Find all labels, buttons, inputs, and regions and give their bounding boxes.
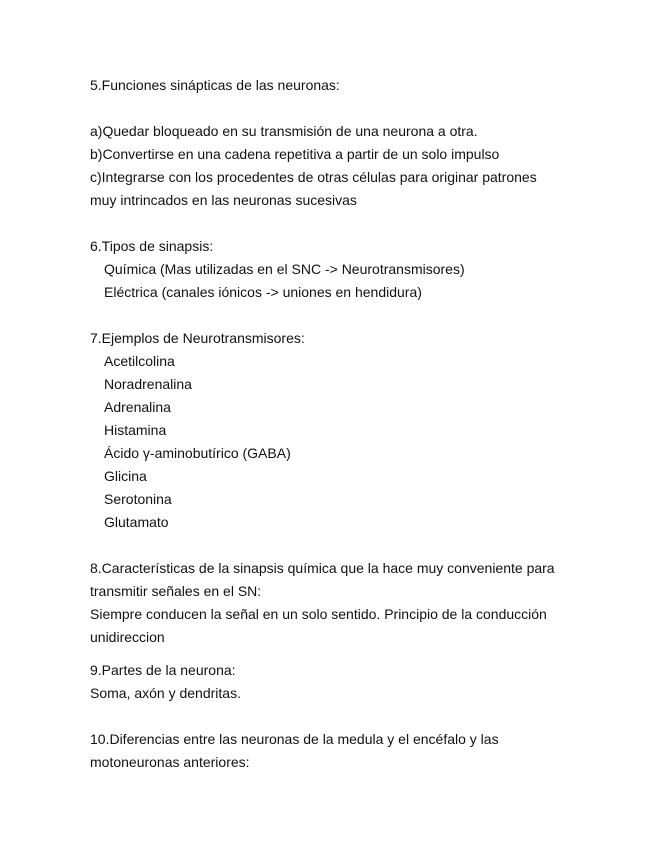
section-8 xyxy=(90,557,560,649)
neurotransmitter-item: Adrenalina xyxy=(104,399,171,415)
section-10-heading: 10.Diferencias entre las neuronas de la medula y el encéfalo y las motoneuronas anteriores: xyxy=(90,731,499,770)
neurotransmitter-item: Glicina xyxy=(104,468,147,484)
section-5-item-c: c)Integrarse con los procedentes de otras células para originar patrones muy intrincados en las neuronas sucesivas xyxy=(90,169,537,208)
section-6-item-electrica: Eléctrica (canales iónicos -> uniones en hendidura) xyxy=(104,284,422,300)
section-5-heading: 5.Funciones sinápticas de las neuronas: xyxy=(90,77,340,93)
section-7-heading: 7.Ejemplos de Neurotransmisores: xyxy=(90,330,305,346)
neurotransmitter-item: Histamina xyxy=(104,422,167,438)
section-10 xyxy=(90,728,560,774)
document-page xyxy=(90,74,560,774)
neurotransmitter-item: Glutamato xyxy=(104,514,169,530)
neurotransmitter-item: Acetilcolina xyxy=(104,353,175,369)
section-5-item-a: a)Quedar bloqueado en su transmisión de una neurona a otra. xyxy=(90,123,478,139)
section-7 xyxy=(90,327,560,534)
section-6 xyxy=(90,235,560,304)
section-9-body: Soma, axón y dendritas. xyxy=(90,685,241,701)
neurotransmitter-item: Noradrenalina xyxy=(104,376,192,392)
section-8-body: Siempre conducen la señal en un solo sentido. Principio de la conducción unidireccion xyxy=(90,606,547,645)
neurotransmitter-item: Serotonina xyxy=(104,491,172,507)
section-8-heading: 8.Características de la sinapsis química que la hace muy conveniente para transmitir señales en el SN: xyxy=(90,560,555,599)
section-9-heading: 9.Partes de la neurona: xyxy=(90,662,236,678)
section-5-item-b: b)Convertirse en una cadena repetitiva a partir de un solo impulso xyxy=(90,146,500,162)
section-6-heading: 6.Tipos de sinapsis: xyxy=(90,238,214,254)
section-9 xyxy=(90,659,560,705)
neurotransmitter-item: Ácido γ-aminobutírico (GABA) xyxy=(104,445,291,461)
section-6-item-quimica: Química (Mas utilizadas en el SNC -> Neurotransmisores) xyxy=(104,261,465,277)
section-5 xyxy=(90,74,560,212)
